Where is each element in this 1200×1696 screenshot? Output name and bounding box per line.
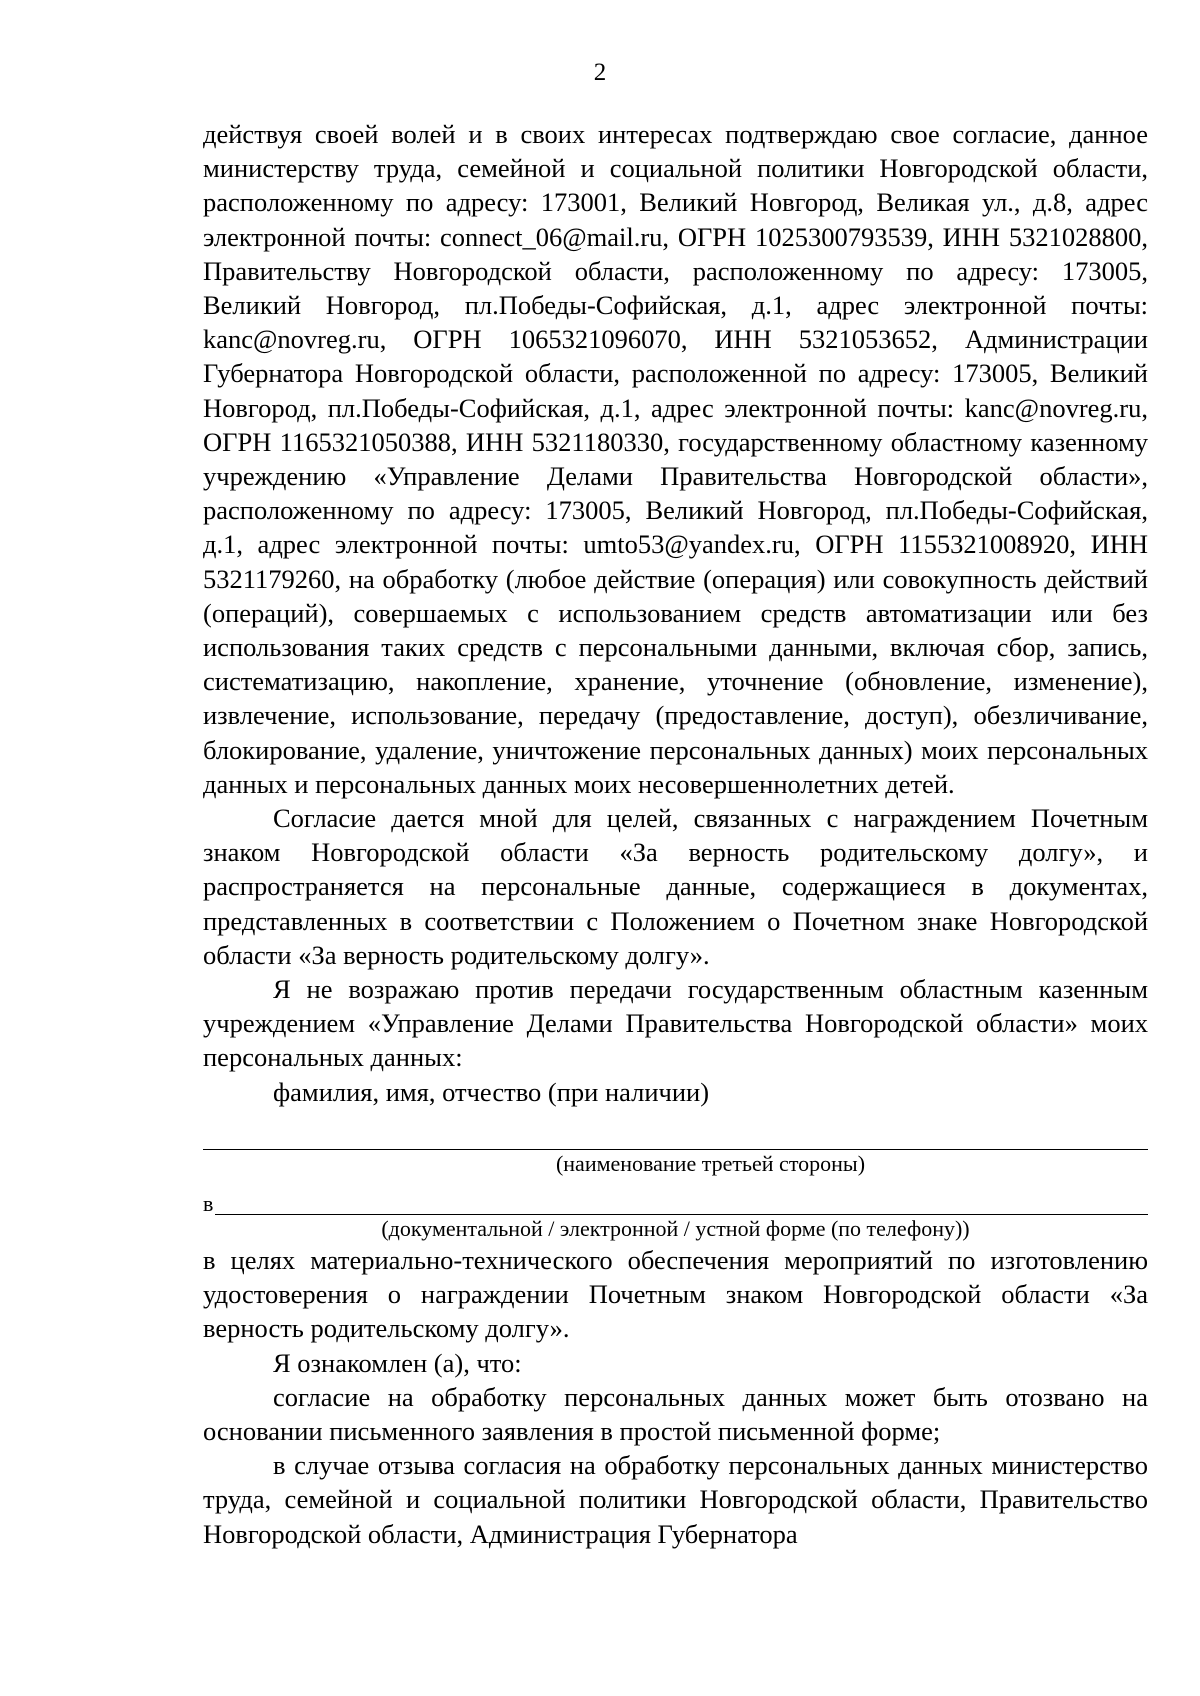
third-party-form <box>203 1127 1148 1243</box>
revocation-consequence-paragraph: в случае отзыва согласия на обработку персональных данных министерство труда, семейной и социальной политики Новгородской области, Правительство Новгородской области, Администрация Губернатора <box>203 1450 1148 1549</box>
data-item-name: фамилия, имя, отчество (при наличии) <box>273 1076 710 1107</box>
transfer-paragraph: Я не возражаю против передачи государственным областным казенным учреждением «Управление Делами Правительства Новгородской области» моих персональных данных: <box>203 974 1148 1073</box>
purpose-paragraph: Согласие дается мной для целей, связанных с награждением Почетным знаком Новгородской области «За верность родительскому долгу», и распространяется на персональные данные, содержащиеся в документах, представленных в соответствии с Положением о Почетном знаке Новгородской области «За верность родительскому долгу». <box>203 803 1148 970</box>
document-body <box>203 117 1148 1551</box>
consent-paragraph: действуя своей волей и в своих интересах подтверждаю свое согласие, данное министерству труда, семейной и социальной политики Новгородской области, расположенному по адресу: 173001, Великий Новгород, Великая ул., д.8, адрес электронной почты: connect_06@mail.ru, ОГРН 1025300793539, ИНН 5321028800, Правительству Новгородской области, расположенному по адресу: 173005, Великий Новгород, пл.Победы-Софийская, д.1, адрес электронной почты: kanc@novreg.ru, ОГРН 1065321096070, ИНН 5321053652, Администрации Губернатора Новгородской области, расположенной по адресу: 173005, Великий Новгород, пл.Победы-Софийская, д.1, адрес электронной почты: kanc@novreg.ru, ОГРН 1165321050388, ИНН 5321180330, государственному областному казенному учреждению «Управление Делами Правительства Новгородской области», расположенному по адресу: 173005, Великий Новгород, пл.Победы-Софийская, д.1, адрес электронной почты: umto53@yandex.ru, ОГРН 1155321008920, ИНН 5321179260, на обработку (любое действие (операция) или совокупность действий (операций), совершаемых с использованием средств автоматизации или без использования таких средств с персональными данными, включая сбор, запись, систематизацию, накопление, хранение, уточнение (обновление, изменение), извлечение, использование, передачу (предоставление, доступ), обезличивание, блокирование, удаление, уничтожение персональных данных) моих персональных данных и персональных данных моих несовершеннолетних детей. <box>203 119 1148 799</box>
page-number: 2 <box>593 59 607 86</box>
form-type-prefix: в <box>203 1190 214 1216</box>
third-party-blank-line <box>203 1127 1148 1150</box>
form-type-row <box>203 1192 1148 1215</box>
goal-paragraph: в целях материально-технического обеспечения мероприятий по изготовлению удостоверения о награждении Почетным знаком Новгородской области «За верность родительскому долгу». <box>203 1244 1148 1344</box>
form-type-caption: (документальной / электронной / устной форме (по телефону)) <box>381 1215 970 1241</box>
revocation-paragraph: согласие на обработку персональных данных может быть отозвано на основании письменного заявления в простой письменной форме; <box>203 1381 1148 1446</box>
form-type-blank-line <box>215 1192 1148 1215</box>
third-party-caption: (наименование третьей стороны) <box>555 1150 866 1176</box>
acknowledgement-heading: Я ознакомлен (а), что: <box>273 1347 522 1378</box>
